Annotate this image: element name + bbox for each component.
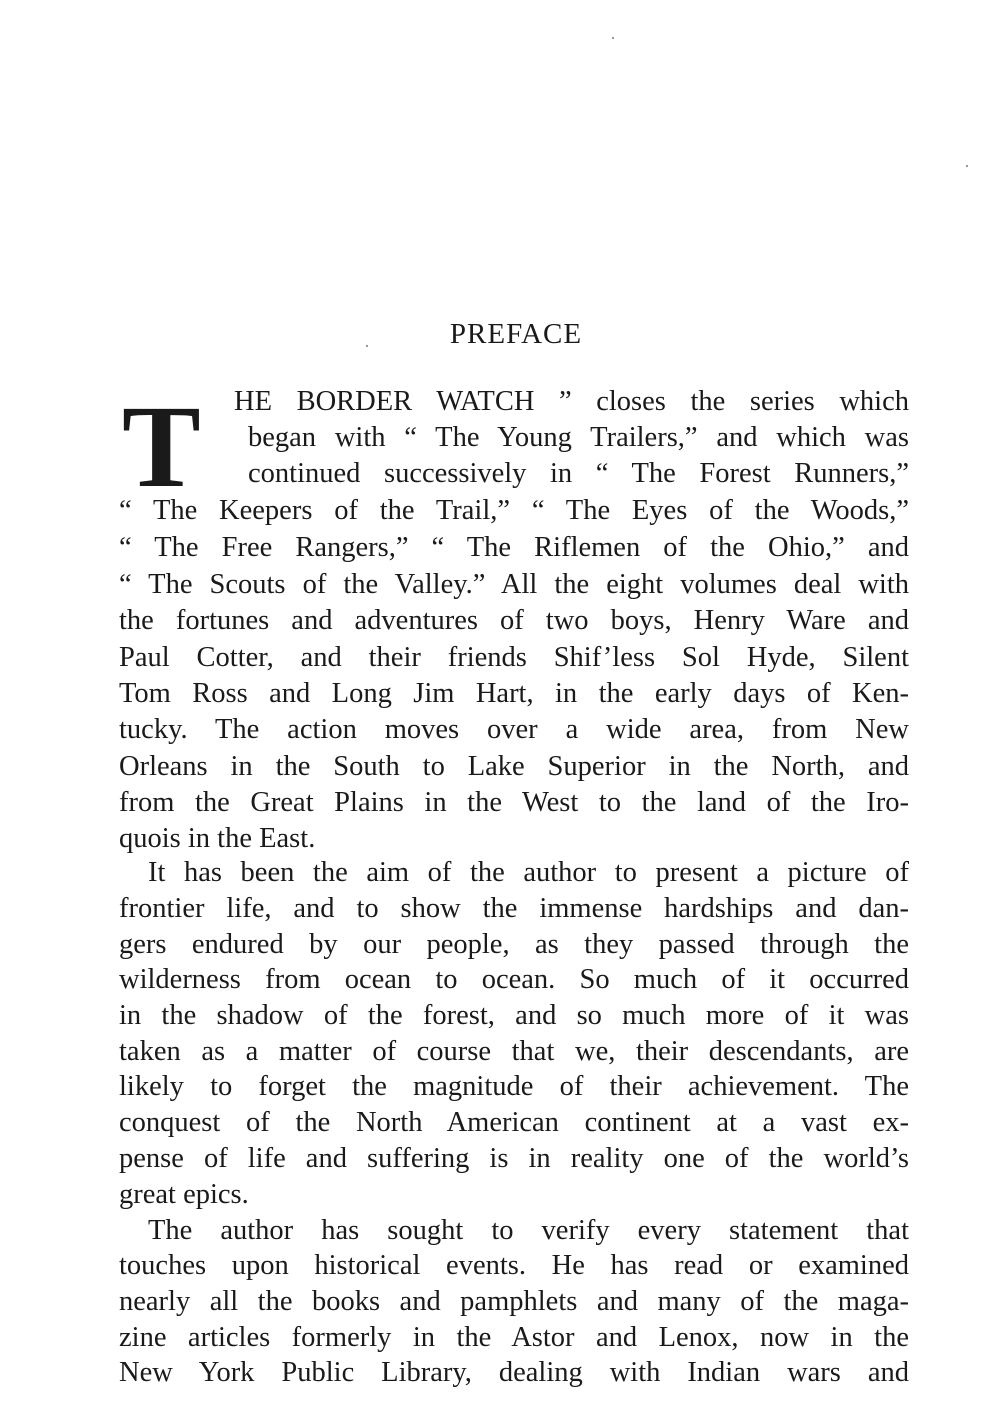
text-line: wilderness from ocean to ocean. So much of it occurred: [119, 964, 909, 995]
text-line: touches upon historical events. He has read or examined: [119, 1250, 909, 1281]
text-line: pense of life and suffering is in reality one of the world’s: [119, 1143, 909, 1174]
text-line: HE BORDER WATCH ” closes the series which: [234, 386, 909, 417]
text-line: New York Public Library, dealing with Indian wars and: [119, 1357, 909, 1388]
text-line: “ The Free Rangers,” “ The Riflemen of the Ohio,” and: [119, 532, 909, 563]
text-line: gers endured by our people, as they passed through the: [119, 929, 909, 960]
text-line: taken as a matter of course that we, their descendants, are: [119, 1036, 909, 1067]
paper-speck: [966, 165, 968, 167]
text-line: conquest of the North American continent at a vast ex-: [119, 1107, 909, 1138]
text-line: zine articles formerly in the Astor and Lenox, now in the: [119, 1322, 909, 1353]
text-line: Tom Ross and Long Jim Hart, in the early days of Ken-: [119, 678, 909, 709]
text-line: quois in the East.: [119, 823, 316, 854]
text-line: great epics.: [119, 1179, 249, 1210]
paper-speck: [612, 37, 614, 39]
text-line: likely to forget the magnitude of their achievement. The: [119, 1071, 909, 1102]
text-line: in the shadow of the forest, and so much more of it was: [119, 1000, 909, 1031]
text-line: The author has sought to verify every statement that: [148, 1215, 909, 1246]
text-line: Paul Cotter, and their friends Shif’less Sol Hyde, Silent: [119, 642, 909, 673]
text-line: “ The Keepers of the Trail,” “ The Eyes of the Woods,”: [119, 495, 909, 526]
text-line: from the Great Plains in the West to the land of the Iro-: [119, 787, 909, 818]
text-line: It has been the aim of the author to present a picture of: [148, 857, 909, 888]
text-line: tucky. The action moves over a wide area, from New: [119, 714, 909, 745]
text-line: “ The Scouts of the Valley.” All the eight volumes deal with: [119, 569, 909, 600]
preface-heading: PREFACE: [449, 318, 583, 350]
text-line: nearly all the books and pamphlets and many of the maga-: [119, 1286, 909, 1317]
drop-cap-letter: T: [122, 381, 201, 512]
text-line: continued successively in “ The Forest Runners,”: [248, 458, 909, 489]
text-line: began with “ The Young Trailers,” and which was: [248, 422, 909, 453]
text-line: frontier life, and to show the immense hardships and dan-: [119, 893, 909, 924]
text-line: the fortunes and adventures of two boys, Henry Ware and: [119, 605, 909, 636]
text-line: Orleans in the South to Lake Superior in the North, and: [119, 751, 909, 782]
